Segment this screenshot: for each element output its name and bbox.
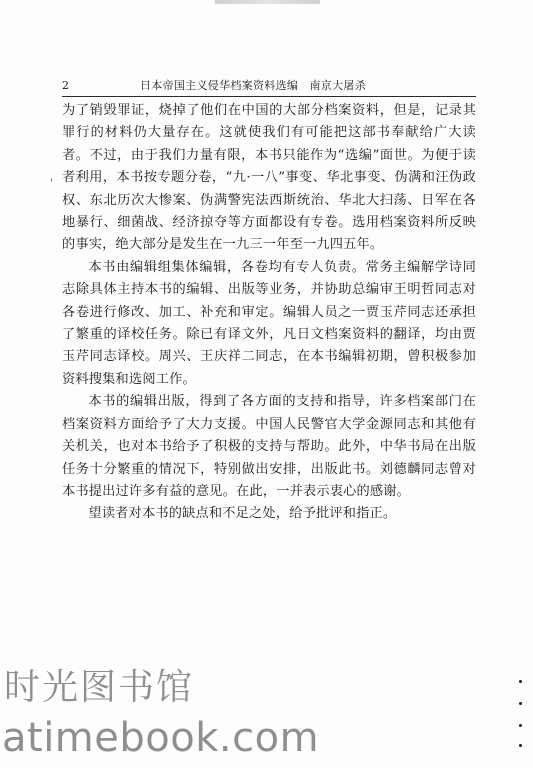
speck [519,744,522,747]
page-number: 2 [62,79,69,92]
header-rule [62,96,476,97]
paragraph-request-feedback: 望读者对本书的缺点和不足之处，给予批评和指正。 [88,506,397,522]
paragraph-editing-team: 本书由编辑组集体编辑，各卷均有专人负责。常务主编解学诗同志除具体主持本书的编辑、出版等业务，并协助总编审王明哲同志对各卷进行修改、加工、补充和审定。编辑人员之一贾玉芹同志还承担了繁重的译校任务。除已有译文外，凡日文档案资料的翻译，均由贾玉芹同志译校。周兴、王庆祥二同志，在本书编辑初期，曾积极参加资料搜集和选阅工作。 [62,259,476,387]
running-title: 日本帝国主义侵华档案资料选编 南京大屠杀 [140,79,366,92]
scan-smudge [215,0,320,4]
watermark-chinese: 时光图书馆 [4,667,195,708]
running-header [62,78,482,94]
margin-mark: ' [50,178,53,189]
paragraph-acknowledgements: 本书的编辑出版，得到了各方面的支持和指导，许多档案部门在档案资料方面给予了大力支援。中国人民警官大学金源同志和其他有关机关，也对本书给予了积极的支持与帮助。此外，中华书局在出版任务十分繁重的情况下，特别做出安排，出版此书。刘德麟同志曾对本书提出过许多有益的意见。在此，一并表示衷心的感谢。 [62,394,476,499]
body-text [62,100,476,526]
scan-specks [519,680,523,750]
paragraph-continued: 为了销毁罪证，烧掉了他们在中国的大部分档案资料，但是，记录其罪行的材料仍大量存在。这就使我们有可能把这部书奉献给广大读者。不过，由于我们力量有限，本书只能作为“选编”面世。为便于读者利用，本书按专题分卷，“九·一八”事变、华北事变、伪满和汪伪政权、东北历次大惨案、伪满警宪法西斯统治、华北大扫荡、日军在各地暴行、细菌战、经济掠夺等方面都设有专卷。选用档案资料所反映的事实，绝大部分是发生在一九三一年至一九四五年。 [62,103,476,253]
speck [519,702,522,705]
watermark-english: atimebook.com [2,715,320,761]
speck [519,680,522,683]
speck [519,724,522,727]
